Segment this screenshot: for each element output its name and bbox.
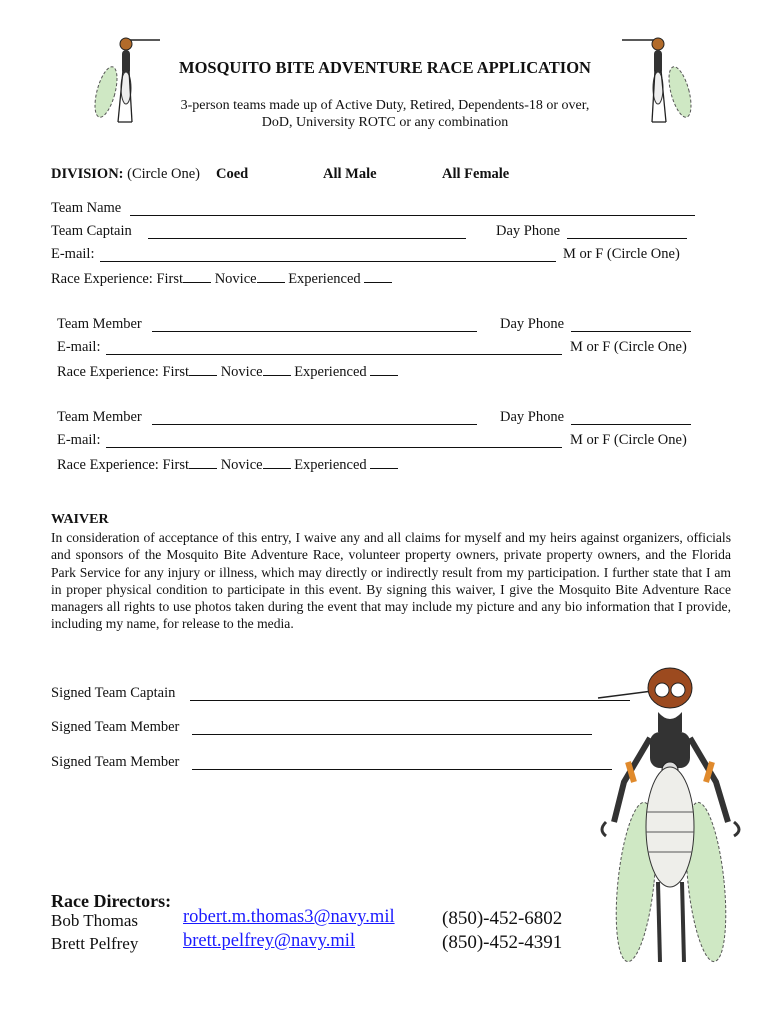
member2-label: Team Member (57, 409, 142, 425)
division-label: DIVISION: (51, 166, 124, 182)
page-title: MOSQUITO BITE ADVENTURE RACE APPLICATION (179, 58, 591, 77)
member1-email-field[interactable] (106, 353, 562, 355)
exp-first-label: First (156, 271, 184, 287)
subtitle-line-1: 3-person teams made up of Active Duty, Retired, Dependents-18 or over, (180, 98, 590, 113)
member1-email-label: E-mail: (57, 339, 101, 355)
captain-email-label: E-mail: (51, 246, 95, 262)
captain-day-phone-field[interactable] (567, 237, 687, 239)
experience-label: Race Experience: (57, 457, 159, 473)
director-phone-1: (850)-452-6802 (442, 908, 563, 929)
exp-first-field[interactable] (183, 270, 211, 283)
mosquito-mascot-illustration (588, 662, 753, 980)
member2-day-phone-field[interactable] (571, 423, 691, 425)
exp-novice-field[interactable] (263, 363, 291, 376)
exp-experienced-field[interactable] (370, 456, 398, 469)
exp-first-label: First (162, 364, 190, 380)
member2-email-field[interactable] (106, 446, 562, 448)
member1-day-phone-field[interactable] (571, 330, 691, 332)
signature-member2-label: Signed Team Member (51, 754, 180, 770)
exp-novice-label: Novice (214, 271, 257, 287)
exp-novice-field[interactable] (257, 270, 285, 283)
director-email-link-2[interactable]: brett.pelfrey@navy.mil (183, 931, 356, 951)
exp-first-label: First (162, 457, 190, 473)
team-name-label: Team Name (51, 200, 122, 216)
directors-heading: Race Directors: (51, 891, 172, 911)
member2-gender-label[interactable]: M or F (Circle One) (570, 432, 687, 448)
member2-name-field[interactable] (152, 423, 477, 425)
exp-experienced-label: Experienced (288, 271, 361, 287)
captain-email-field[interactable] (100, 260, 556, 262)
team-captain-field[interactable] (148, 237, 466, 239)
exp-novice-label: Novice (220, 364, 263, 380)
director-email-link-1[interactable]: robert.m.thomas3@navy.mil (183, 907, 395, 927)
signature-captain-field[interactable] (190, 699, 630, 701)
captain-day-phone-label: Day Phone (496, 223, 561, 239)
exp-experienced-field[interactable] (370, 363, 398, 376)
division-row (51, 166, 200, 183)
captain-experience-row (51, 270, 392, 288)
signature-member1-label: Signed Team Member (51, 719, 180, 735)
division-option-coed[interactable]: Coed (216, 166, 249, 182)
member2-experience-row (57, 456, 398, 474)
experience-label: Race Experience: (57, 364, 159, 380)
subtitle-line-2: DoD, University ROTC or any combination (261, 115, 509, 130)
director-name-2: Brett Pelfrey (51, 934, 139, 953)
member1-gender-label[interactable]: M or F (Circle One) (570, 339, 687, 355)
team-name-field[interactable] (130, 214, 695, 216)
exp-experienced-field[interactable] (364, 270, 392, 283)
captain-gender-label[interactable]: M or F (Circle One) (563, 246, 680, 262)
exp-experienced-label: Experienced (294, 457, 367, 473)
division-option-all-female[interactable]: All Female (442, 166, 510, 182)
member2-day-phone-label: Day Phone (500, 409, 565, 425)
signature-member2-field[interactable] (192, 768, 612, 770)
member1-name-field[interactable] (152, 330, 477, 332)
division-hint: (Circle One) (127, 166, 201, 182)
waiver-heading: WAIVER (51, 512, 109, 527)
director-phone-2: (850)-452-4391 (442, 932, 563, 953)
exp-first-field[interactable] (189, 363, 217, 376)
signature-member1-field[interactable] (192, 733, 592, 735)
waiver-text: In consideration of acceptance of this entry, I waive any and all claims for myself and my heirs against organizers, officials and sponsors of the Mosquito Bite Adventure Race, volunteer property owners, private property owners, and the Florida Park Service for any injury or illness, which may directly or indirectly result from my participation. I further state that I am in proper physical condition to participate in this event. By signing this waiver, I give the Mosquito Bite Adventure Race managers all rights to use photos taken during the event that may include my picture and any bio information that I provide, including my name, for release to the media. (51, 530, 731, 632)
division-option-all-male[interactable]: All Male (323, 166, 377, 182)
exp-experienced-label: Experienced (294, 364, 367, 380)
member1-label: Team Member (57, 316, 142, 332)
member1-experience-row (57, 363, 398, 381)
exp-first-field[interactable] (189, 456, 217, 469)
exp-novice-label: Novice (220, 457, 263, 473)
experience-label: Race Experience: (51, 271, 153, 287)
exp-novice-field[interactable] (263, 456, 291, 469)
member2-email-label: E-mail: (57, 432, 101, 448)
member1-day-phone-label: Day Phone (500, 316, 565, 332)
director-name-1: Bob Thomas (51, 911, 139, 930)
signature-captain-label: Signed Team Captain (51, 685, 176, 701)
team-captain-label: Team Captain (51, 223, 132, 239)
